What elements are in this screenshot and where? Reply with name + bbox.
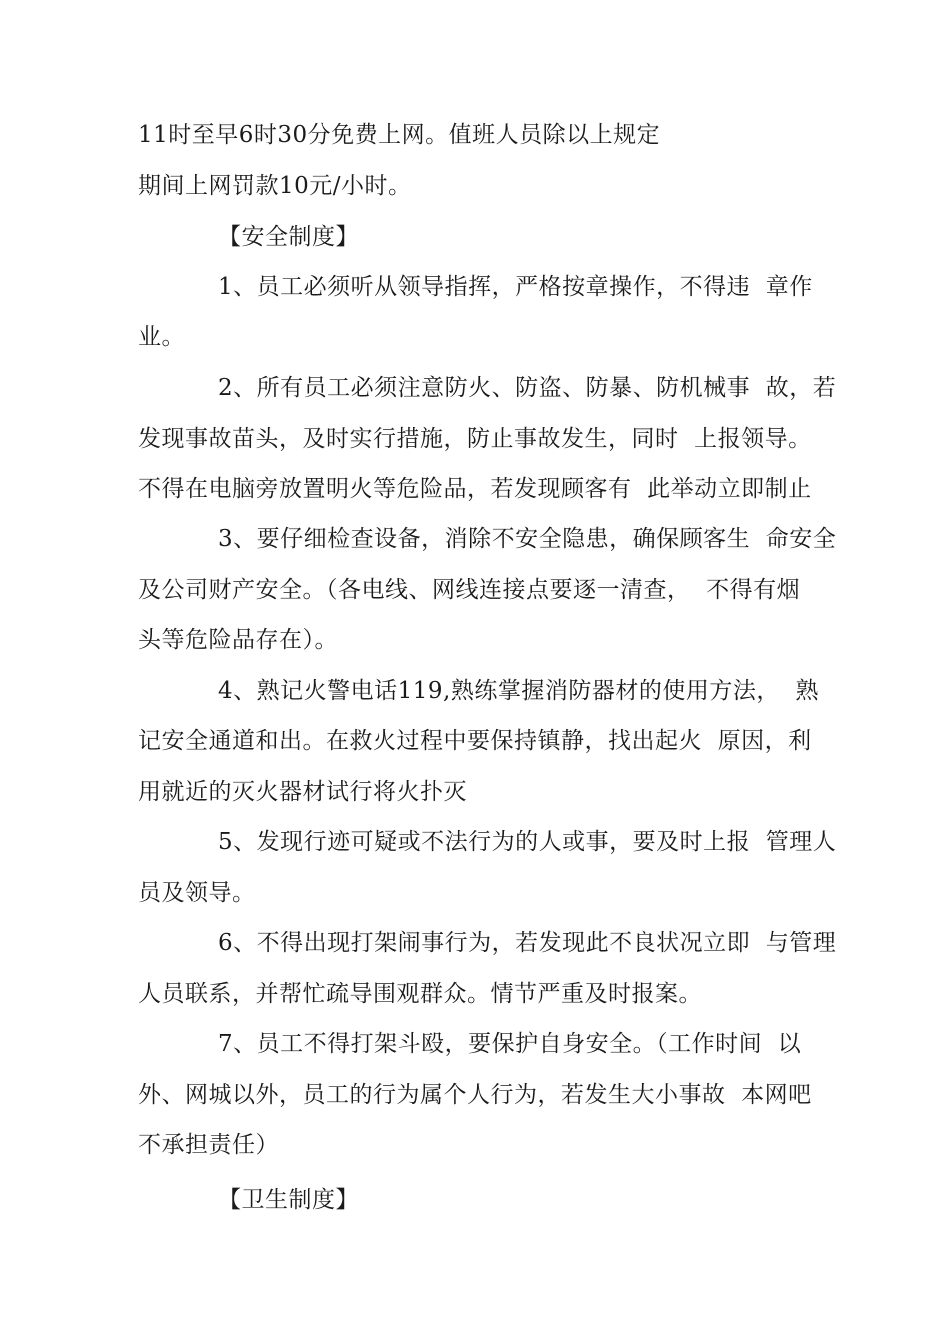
line-4: 1、员工必须听从领导指挥，严格按章操作，不得违 章作: [218, 274, 813, 300]
section-heading-safety: 【安全制度】: [218, 224, 359, 250]
line-19: 7、员工不得打架斗殴，要保护自身安全。（工作时间 以: [218, 1031, 802, 1057]
line-13: 记安全通道和出。在救火过程中要保持镇静，找出起火 原因，利: [138, 728, 812, 754]
line-12: 4、熟记火警电话119,熟练掌握消防器材的使用方法， 熟: [218, 678, 819, 704]
line-16: 员及领导。: [138, 880, 256, 906]
line-11: 头等危险品存在）。: [138, 627, 338, 653]
line-21: 不承担责任）: [138, 1132, 279, 1158]
line-20: 外、网城以外，员工的行为属个人行为，若发生大小事故 本网吧: [138, 1082, 812, 1108]
line-5: 业。: [138, 324, 185, 350]
line-2: 期间上网罚款10元/小时。: [138, 173, 412, 199]
section-heading-hygiene: 【卫生制度】: [218, 1187, 359, 1213]
line-15: 5、发现行迹可疑或不法行为的人或事，要及时上报 管理人: [218, 829, 837, 855]
line-18: 人员联系，并帮忙疏导围观群众。情节严重及时报案。: [138, 981, 702, 1007]
line-9: 3、要仔细检查设备，消除不安全隐患，确保顾客生 命安全: [218, 526, 837, 552]
line-8: 不得在电脑旁放置明火等危险品，若发现顾客有 此举动立即制止: [138, 476, 812, 502]
line-17: 6、不得出现打架闹事行为，若发现此不良状况立即 与管理: [218, 930, 837, 956]
line-14: 用就近的灭火器材试行将火扑灭: [138, 779, 467, 805]
line-7: 发现事故苗头，及时实行措施，防止事故发生，同时 上报领导。: [138, 426, 812, 452]
line-6: 2、所有员工必须注意防火、防盗、防暴、防机械事 故，若: [218, 375, 837, 401]
line-10: 及公司财产安全。（各电线、网线连接点要逐一清查， 不得有烟: [138, 577, 801, 603]
line-1: 11时至早6时30分免费上网。值班人员除以上规定: [138, 122, 661, 148]
